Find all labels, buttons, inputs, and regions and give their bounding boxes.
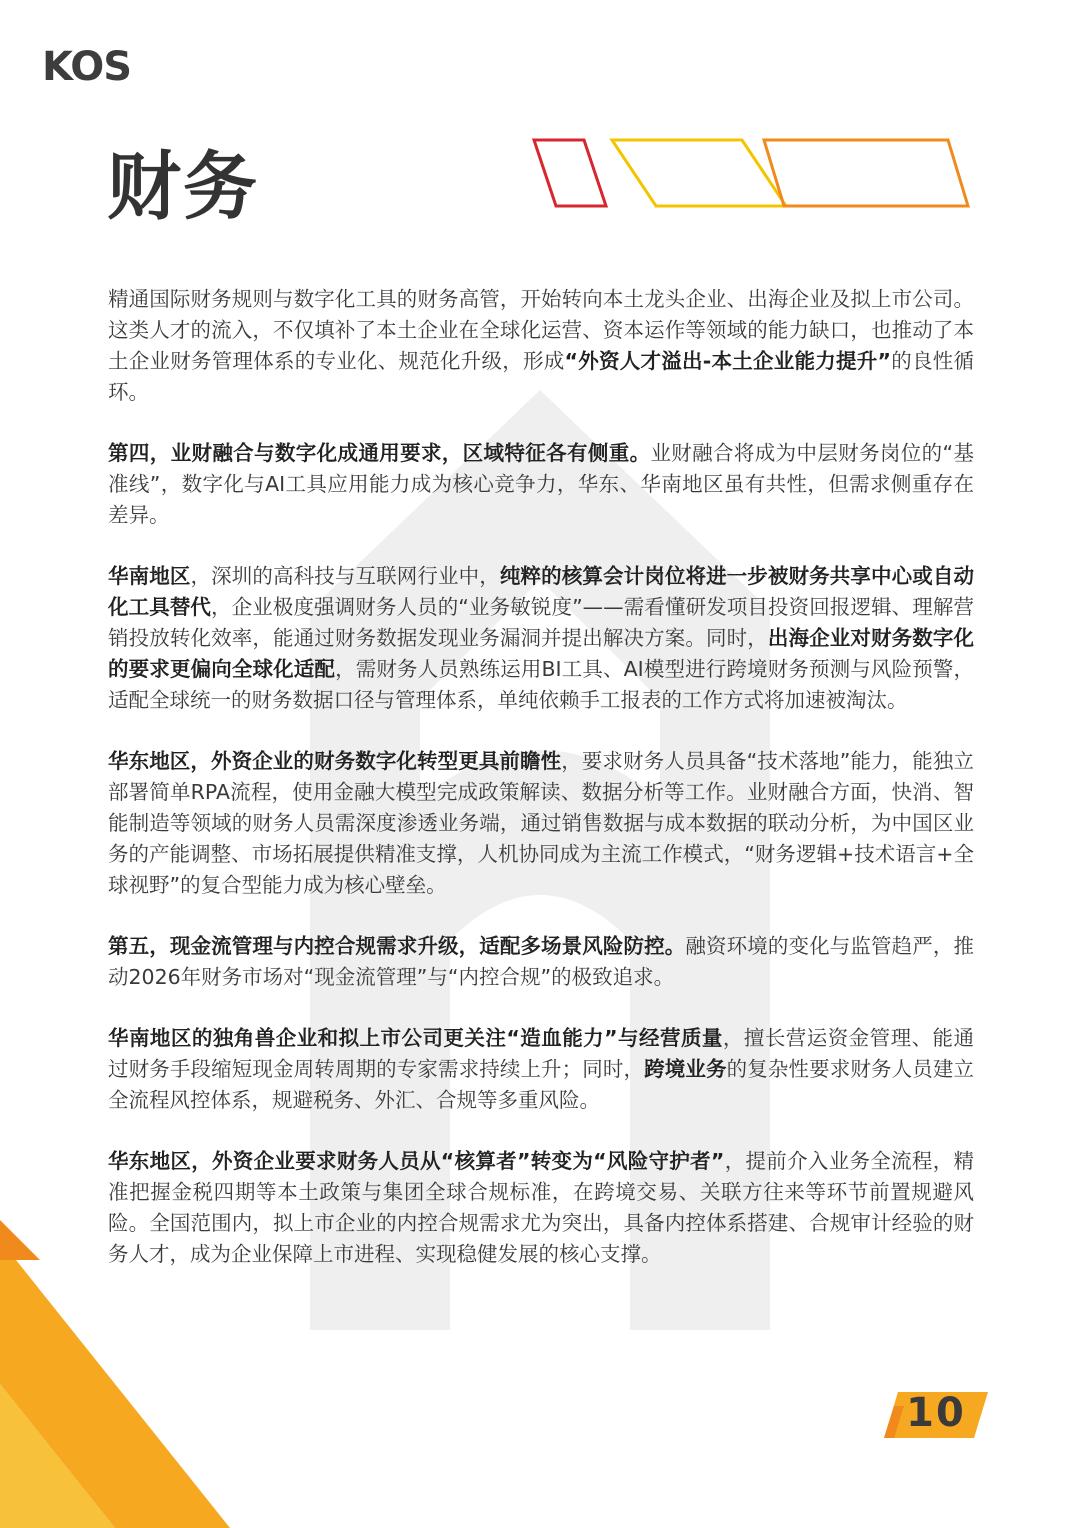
text-segment: 精通国际财务规则与数字化工具的财务高管，开始转向本土龙头企业、出海企业及拟上市公司。这类人才的流入，不仅填补了本土企业在全球化运营、资本运作等领域的能力缺口，也推动了本土企业财务管理体系的专业化、规范化升级，形成: [108, 287, 974, 373]
text-segment: 的复杂性要求财务人员建立全流程风控体系，规避税务、外汇、合规等多重风险。: [108, 1057, 975, 1112]
text-segment: ，要求财务人员具备“技术落地”能力，能独立部署简单RPA流程，使用金融大模型完成政策解读、数据分析等工作。业财融合方面，快消、智能制造等领域的财务人员需深度渗透业务端，通过销售数据与成本数据的联动分析，为中国区业务的产能调整、市场拓展提供精准支撑，人机协同成为主流工作模式，“财务逻辑+技术语言+全球视野”的复合型能力成为核心壁垒。: [108, 749, 974, 897]
bold-text-segment: 第五，现金流管理与内控合规需求升级，适配多场景风险防控。: [108, 934, 686, 958]
red-parallelogram: [534, 140, 606, 206]
paragraph: [108, 931, 974, 993]
yellow-parallelogram: [612, 140, 786, 206]
article-body: [108, 284, 974, 1300]
bold-text-segment: 华东地区，外资企业的财务数字化转型更具前瞻性: [108, 749, 562, 773]
bold-text-segment: 华南地区的独角兽企业和拟上市公司更关注“造血能力”与经营质量: [108, 1026, 723, 1050]
paragraph: [108, 561, 974, 716]
paragraph: [108, 284, 974, 408]
text-segment: 的良性循环。: [108, 349, 974, 404]
bold-text-segment: 跨境业务: [644, 1057, 727, 1081]
bold-text-segment: “外资人才溢出-本土企业能力提升”: [564, 349, 891, 373]
bold-text-segment: 华南地区: [108, 564, 191, 588]
paragraph: [108, 1146, 974, 1270]
page-title: 财务: [107, 144, 259, 230]
decorative-parallelograms: [520, 130, 980, 212]
paragraph: [108, 1023, 974, 1116]
kos-logo: KOS: [42, 44, 132, 90]
text-segment: ，擅长营运资金管理、能通过财务手段缩短现金周转周期的专家需求持续上升；同时，: [108, 1026, 975, 1081]
text-segment: 融资环境的变化与监管趋严，推动2026年财务市场对“现金流管理”与“内控合规”的极致追求。: [108, 934, 975, 989]
page-number: 10: [906, 1390, 966, 1436]
paragraph: [108, 746, 974, 901]
paragraph: [108, 438, 974, 531]
text-segment: ，需财务人员熟练运用BI工具、AI模型进行跨境财务预测与风险预警，适配全球统一的财务数据口径与管理体系，单纯依赖手工报表的工作方式将加速被淘汰。: [108, 657, 974, 712]
orange-parallelogram: [764, 140, 968, 206]
text-segment: 业财融合将成为中层财务岗位的“基准线”，数字化与AI工具应用能力成为核心竞争力，华东、华南地区虽有共性，但需求侧重存在差异。: [108, 441, 974, 527]
bold-text-segment: 纯粹的核算会计岗位将进一步被财务共享中心或自动化工具替代: [108, 564, 975, 619]
text-segment: ，企业极度强调财务人员的“业务敏锐度”——需看懂研发项目投资回报逻辑、理解营销投放转化效率，能通过财务数据发现业务漏洞并提出解决方案。同时，: [108, 595, 974, 650]
text-segment: ，深圳的高科技与互联网行业中，: [190, 564, 500, 588]
bold-text-segment: 华东地区，外资企业要求财务人员从“核算者”转变为“风险守护者”: [108, 1149, 725, 1173]
text-segment: ，提前介入业务全流程，精准把握金税四期等本土政策与集团全球合规标准，在跨境交易、关联方往来等环节前置规避风险。全国范围内，拟上市企业的内控合规需求尤为突出，具备内控体系搭建、合规审计经验的财务人才，成为企业保障上市进程、实现稳健发展的核心支撑。: [108, 1149, 974, 1266]
bold-text-segment: 第四，业财融合与数字化成通用要求，区域特征各有侧重。: [108, 441, 651, 465]
bold-text-segment: 出海企业对财务数字化的要求更偏向全球化适配: [108, 626, 975, 681]
